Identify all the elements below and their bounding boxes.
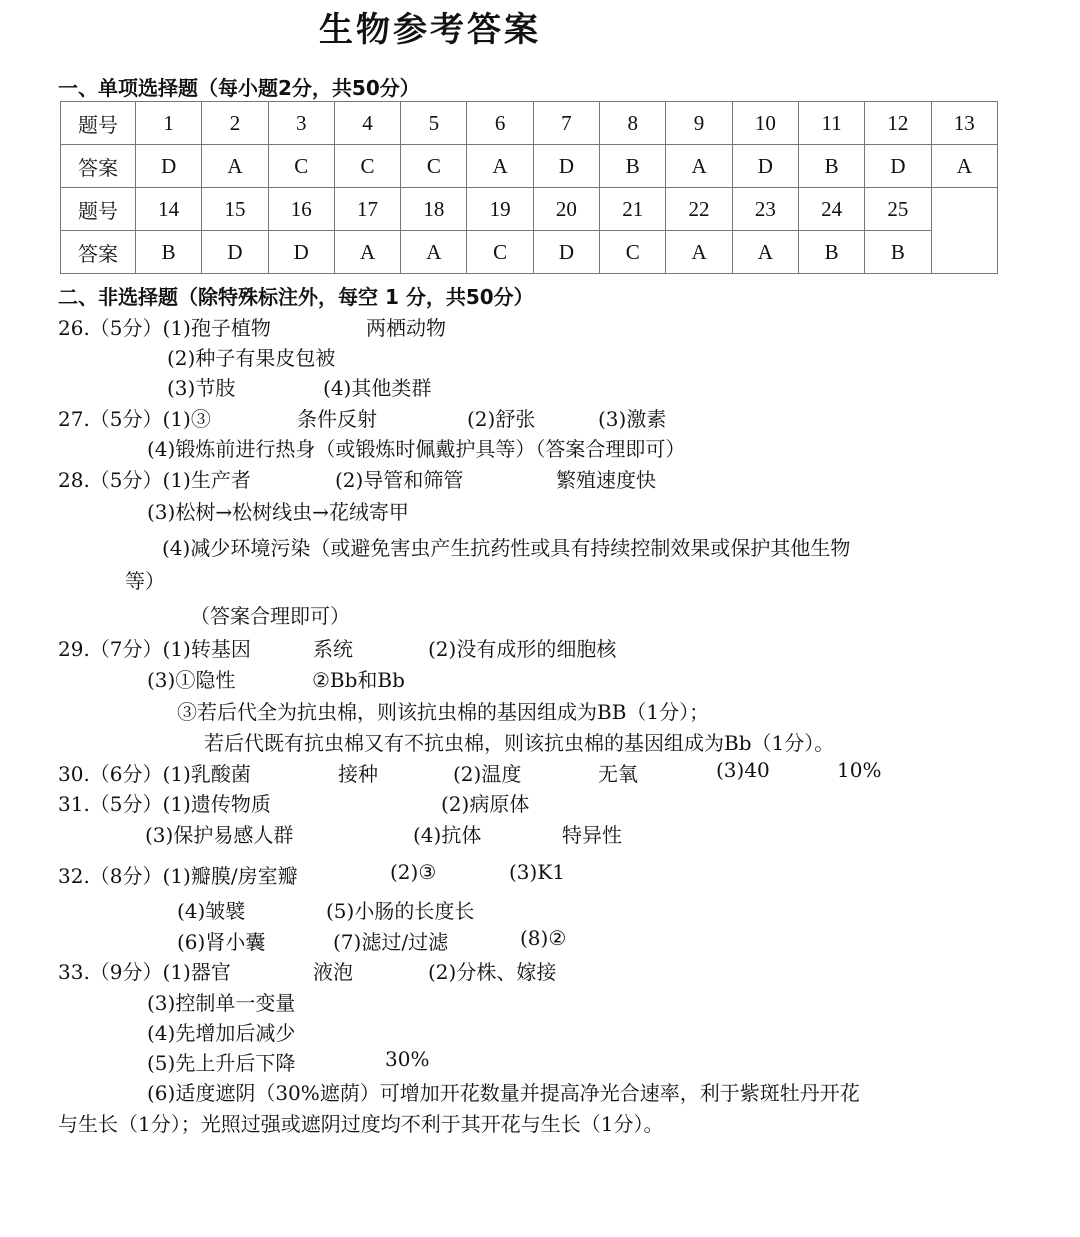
- question-number: 15: [202, 188, 268, 231]
- table-row-answers-2: [61, 231, 998, 274]
- empty-cell: [931, 188, 997, 274]
- question-number: 3: [268, 102, 334, 145]
- answer-text: (4)其他类群: [323, 376, 432, 400]
- answer-text: 29.（7分）(1)转基因: [58, 637, 251, 661]
- question-number: 9: [666, 102, 732, 145]
- answer-text: ③若后代全为抗虫棉，则该抗虫棉的基因组成为BB（1分）；: [177, 700, 710, 724]
- question-number: 6: [467, 102, 533, 145]
- question-number: 16: [268, 188, 334, 231]
- answer-text: (4)抗体: [413, 823, 482, 847]
- answer-text: 无氧: [598, 762, 638, 786]
- question-number: 14: [136, 188, 202, 231]
- answer-cell: A: [666, 145, 732, 188]
- answer-cell: B: [600, 145, 666, 188]
- question-number: 5: [401, 102, 467, 145]
- question-number: 12: [865, 102, 931, 145]
- answer-text: (2)分株、嫁接: [428, 960, 557, 984]
- section2-heading: 二、非选择题（除特殊标注外，每空 1 分，共50分）: [58, 285, 534, 309]
- answer-text: （答案合理即可）: [190, 604, 350, 628]
- question-number: 13: [931, 102, 997, 145]
- question-number: 20: [533, 188, 599, 231]
- answer-text: (3)激素: [598, 407, 667, 431]
- row-label-question: 题号: [61, 102, 136, 145]
- answer-text: (6)肾小囊: [177, 930, 266, 954]
- answer-text: 接种: [338, 762, 378, 786]
- answer-text: 两栖动物: [366, 316, 446, 340]
- answer-text: 26.（5分）(1)孢子植物: [58, 316, 271, 340]
- answer-cell: D: [136, 145, 202, 188]
- answer-text: (2)没有成形的细胞核: [428, 637, 617, 661]
- answer-text: (4)锻炼前进行热身（或锻炼时佩戴护具等）（答案合理即可）: [147, 437, 686, 461]
- question-number: 10: [732, 102, 798, 145]
- answer-cell: B: [136, 231, 202, 274]
- answer-text: (3)节肢: [167, 376, 236, 400]
- section1-heading: 一、单项选择题（每小题2分，共50分）: [58, 76, 420, 100]
- answer-text: 系统: [313, 637, 353, 661]
- answer-cell: A: [202, 145, 268, 188]
- answer-cell: B: [865, 231, 931, 274]
- answer-text: (2)导管和筛管: [335, 468, 464, 492]
- answer-text: 33.（9分）(1)器官: [58, 960, 231, 984]
- answer-cell: A: [666, 231, 732, 274]
- answer-text: 32.（8分）(1)瓣膜/房室瓣: [58, 864, 298, 888]
- answer-text: 液泡: [313, 960, 353, 984]
- answer-text: 繁殖速度快: [556, 468, 656, 492]
- answer-text: (2)种子有果皮包被: [167, 346, 336, 370]
- question-number: 24: [798, 188, 864, 231]
- answer-text: (8)②: [520, 926, 567, 950]
- answer-cell: C: [600, 231, 666, 274]
- answer-text: 等）: [125, 569, 165, 593]
- answer-text: 若后代既有抗虫棉又有不抗虫棉，则该抗虫棉的基因组成为Bb（1分）。: [204, 731, 835, 755]
- answer-cell: B: [798, 145, 864, 188]
- question-number: 8: [600, 102, 666, 145]
- row-label-answer: 答案: [61, 145, 136, 188]
- answer-text: 10%: [837, 758, 882, 782]
- table-row-numbers-2: [61, 188, 998, 231]
- answer-cell: A: [401, 231, 467, 274]
- question-number: 1: [136, 102, 202, 145]
- answer-cell: C: [467, 231, 533, 274]
- answer-text: 31.（5分）(1)遗传物质: [58, 792, 271, 816]
- answer-cell: D: [533, 231, 599, 274]
- answer-cell: A: [334, 231, 400, 274]
- answer-cell: D: [732, 145, 798, 188]
- answer-cell: D: [865, 145, 931, 188]
- question-number: 18: [401, 188, 467, 231]
- answer-text: (2)温度: [453, 762, 522, 786]
- answer-text: 30.（6分）(1)乳酸菌: [58, 762, 251, 786]
- question-number: 7: [533, 102, 599, 145]
- answer-cell: D: [202, 231, 268, 274]
- answer-text: (3)保护易感人群: [145, 823, 294, 847]
- answer-text: 条件反射: [297, 407, 377, 431]
- answer-cell: D: [533, 145, 599, 188]
- answer-text: 27.（5分）(1)③: [58, 407, 211, 431]
- question-number: 2: [202, 102, 268, 145]
- answer-text: (3)K1: [509, 860, 565, 884]
- row-label-question: 题号: [61, 188, 136, 231]
- table-row-answers-1: [61, 145, 998, 188]
- answer-text: (4)减少环境污染（或避免害虫产生抗药性或具有持续控制效果或保护其他生物: [162, 536, 851, 560]
- question-number: 25: [865, 188, 931, 231]
- answer-text: 与生长（1分）；光照过强或遮阴过度均不利于其开花与生长（1分）。: [58, 1112, 664, 1136]
- answer-text: (5)先上升后下降: [147, 1051, 296, 1075]
- answer-text: ②Bb和Bb: [312, 668, 405, 692]
- answer-cell: D: [268, 231, 334, 274]
- page-title: 生物参考答案: [319, 10, 541, 50]
- answer-text: (4)先增加后减少: [147, 1021, 296, 1045]
- answer-text: 28.（5分）(1)生产者: [58, 468, 251, 492]
- question-number: 21: [600, 188, 666, 231]
- answer-cell: A: [732, 231, 798, 274]
- answer-text: (6)适度遮阴（30%遮荫）可增加开花数量并提高净光合速率，利于紫斑牡丹开花: [147, 1081, 860, 1105]
- answer-text: (2)病原体: [441, 792, 530, 816]
- answer-text: (2)③: [390, 860, 437, 884]
- answer-cell: C: [401, 145, 467, 188]
- question-number: 11: [798, 102, 864, 145]
- answer-text: (7)滤过/过滤: [333, 930, 449, 954]
- answer-text: (3)控制单一变量: [147, 991, 296, 1015]
- answer-text: (3)40: [716, 758, 770, 782]
- answer-cell: A: [931, 145, 997, 188]
- row-label-answer: 答案: [61, 231, 136, 274]
- table-row-numbers-1: [61, 102, 998, 145]
- answer-table: [60, 101, 998, 274]
- question-number: 17: [334, 188, 400, 231]
- answer-text: (5)小肠的长度长: [326, 899, 475, 923]
- answer-cell: C: [334, 145, 400, 188]
- question-number: 22: [666, 188, 732, 231]
- question-number: 19: [467, 188, 533, 231]
- answer-text: (2)舒张: [467, 407, 536, 431]
- question-number: 4: [334, 102, 400, 145]
- answer-text: 30%: [385, 1047, 430, 1071]
- answer-text: (3)松树→松树线虫→花绒寄甲: [147, 500, 409, 524]
- answer-cell: A: [467, 145, 533, 188]
- answer-text: 特异性: [562, 823, 622, 847]
- answer-cell: B: [798, 231, 864, 274]
- answer-text: (4)皱襞: [177, 899, 246, 923]
- answer-cell: C: [268, 145, 334, 188]
- answer-text: (3)①隐性: [147, 668, 236, 692]
- question-number: 23: [732, 188, 798, 231]
